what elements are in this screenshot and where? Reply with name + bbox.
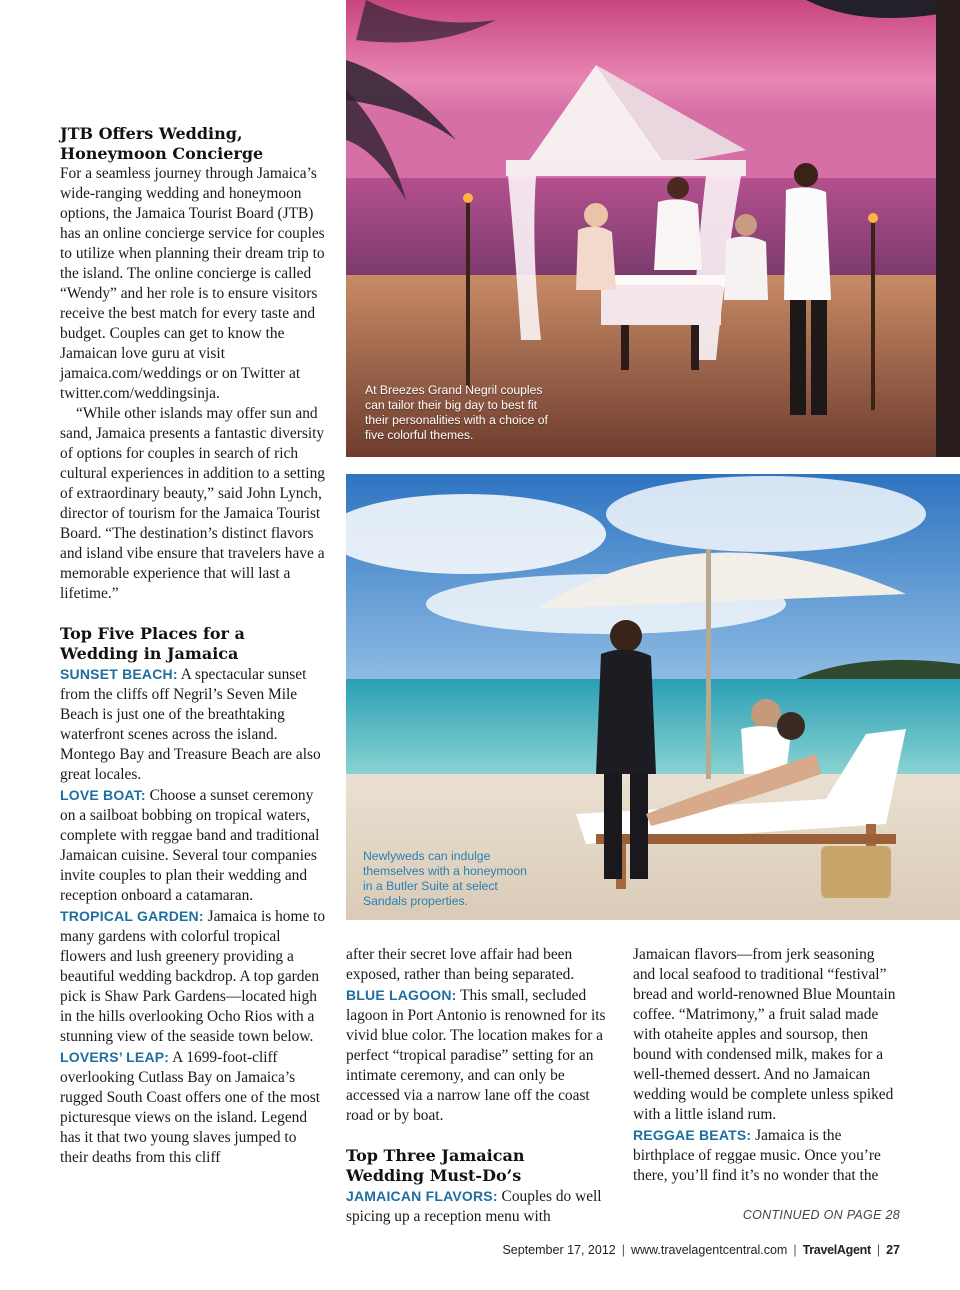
heading-must-dos: Top Three Jamaican Wedding Must-Do’s: [346, 1146, 525, 1185]
paragraph-quote: “While other islands may offer sun and sand, Jamaica presents a fantastic diversity of options for couples in search of rich cultural experiences in addition to a setting of extraordinary beauty,” said John Lynch, director of tourism for the Jamaica Tourist Board. “The destination’s distinct flavors and island vibe ensure that travelers have a memorable experience that will last a lifetime.”: [60, 405, 325, 602]
item-blue-lagoon: BLUE LAGOON: This small, secluded lagoon in Port Antonio is renowned for its vivid blue color. The location makes for a perfect “tropical paradise” setting for an intimate ceremony, and can only be accessed via a narrow lane off the coast road or by boat.: [346, 987, 606, 1124]
item-reggae-beats: REGGAE BEATS: Jamaica is the birthplace of reggae music. Once you’re there, you’ll find it’s no wonder that the: [633, 1127, 881, 1184]
lead-jamaican-flavors: JAMAICAN FLAVORS:: [346, 1188, 498, 1204]
paragraph-concierge: For a seamless journey through Jamaica’s wide-ranging wedding and honeymoon options, the Jamaica Tourist Board (JTB) has an online concierge service for couples to utilize when planning their dream trip to the island. The online concierge is called “Wendy” and her role is to ensure visitors receive the best match for every taste and budget. Couples can get to know the Jamaican love guru at visit jamaica.com/weddings or on Twitter at twitter.com/weddingsinja.: [60, 165, 325, 402]
item-tropical-garden: TROPICAL GARDEN: Jamaica is home to many gardens with colorful tropical flowers and lush greenery providing a beautiful wedding backdrop. A top garden pick is Shaw Park Gardens—located high in the hills overlooking Ocho Rios with a stunning view of the seaside town below.: [60, 908, 326, 1045]
column-2: [346, 945, 614, 1227]
paragraph-continued: after their secret love affair had been exposed, rather than being separated.: [346, 946, 575, 983]
footer-url[interactable]: www.travelagentcentral.com: [631, 1243, 788, 1257]
photo-top-caption: At Breezes Grand Negril couples can tailor their big day to best fit their personalities with a choice of five colorful themes.: [365, 383, 548, 442]
item-lovers-leap: LOVERS’ LEAP: A 1699-foot-cliff overlooking Cutlass Bay on Jamaica’s rugged South Coast offers one of the most picturesque views on the island. Legend has it that two young slaves jumped to their deaths from this cliff: [60, 1049, 321, 1166]
lead-tropical-garden: TROPICAL GARDEN:: [60, 908, 204, 924]
lead-reggae-beats: REGGAE BEATS:: [633, 1127, 752, 1143]
page-number: 27: [886, 1243, 900, 1257]
photo-beach-lounger: [346, 474, 960, 920]
lead-love-boat: LOVE BOAT:: [60, 787, 146, 803]
footer-separator: |: [621, 1243, 625, 1257]
item-sunset-beach: SUNSET BEACH: A spectacular sunset from the cliffs off Negril’s Seven Mile Beach is just one of the breathtaking waterfront scenes across the island. Montego Bay and Treasure Beach are also great locales.: [60, 666, 321, 783]
heading-jtb-concierge: JTB Offers Wedding, Honeymoon Concierge: [60, 124, 264, 163]
footer-separator: |: [793, 1243, 797, 1257]
continued-note: CONTINUED ON PAGE 28: [742, 1208, 900, 1222]
heading-top-five: Top Five Places for a Wedding in Jamaica: [60, 624, 245, 663]
lead-sunset-beach: SUNSET BEACH:: [60, 666, 178, 682]
lead-lovers-leap: LOVERS’ LEAP:: [60, 1049, 170, 1065]
lead-blue-lagoon: BLUE LAGOON:: [346, 987, 457, 1003]
paragraph-flavors: Jamaican flavors—from jerk seasoning and local seafood to traditional “festival” bread and world-renowned Blue Mountain coffee. “Matrimony,” a fruit salad made with otaheite apples and soursop, then bound with condensed milk, makes for a well-themed dessert. And no Jamaican wedding would be complete unless spiked with a little island rum.: [633, 946, 896, 1123]
photo-bottom-caption: Newlyweds can indulge themselves with a honeymoon in a Butler Suite at select Sandals properties.: [363, 849, 527, 908]
photo-sunset-dinner: [346, 0, 960, 457]
footer-separator: |: [876, 1243, 881, 1257]
column-1: [60, 124, 328, 1168]
item-love-boat: LOVE BOAT: Choose a sunset ceremony on a sailboat bobbing on tropical waters, complete with reggae band and traditional Jamaican cuisine. Several tour companies invite couples to plan their wedding and reception onboard a catamaran.: [60, 787, 320, 904]
footer-brand: TravelAgent: [802, 1243, 871, 1257]
item-jamaican-flavors: JAMAICAN FLAVORS: Couples do well spicing up a reception menu with: [346, 1188, 602, 1225]
footer-date: September 17, 2012: [502, 1243, 616, 1257]
page-footer: [502, 1243, 900, 1257]
column-3: [633, 945, 900, 1186]
